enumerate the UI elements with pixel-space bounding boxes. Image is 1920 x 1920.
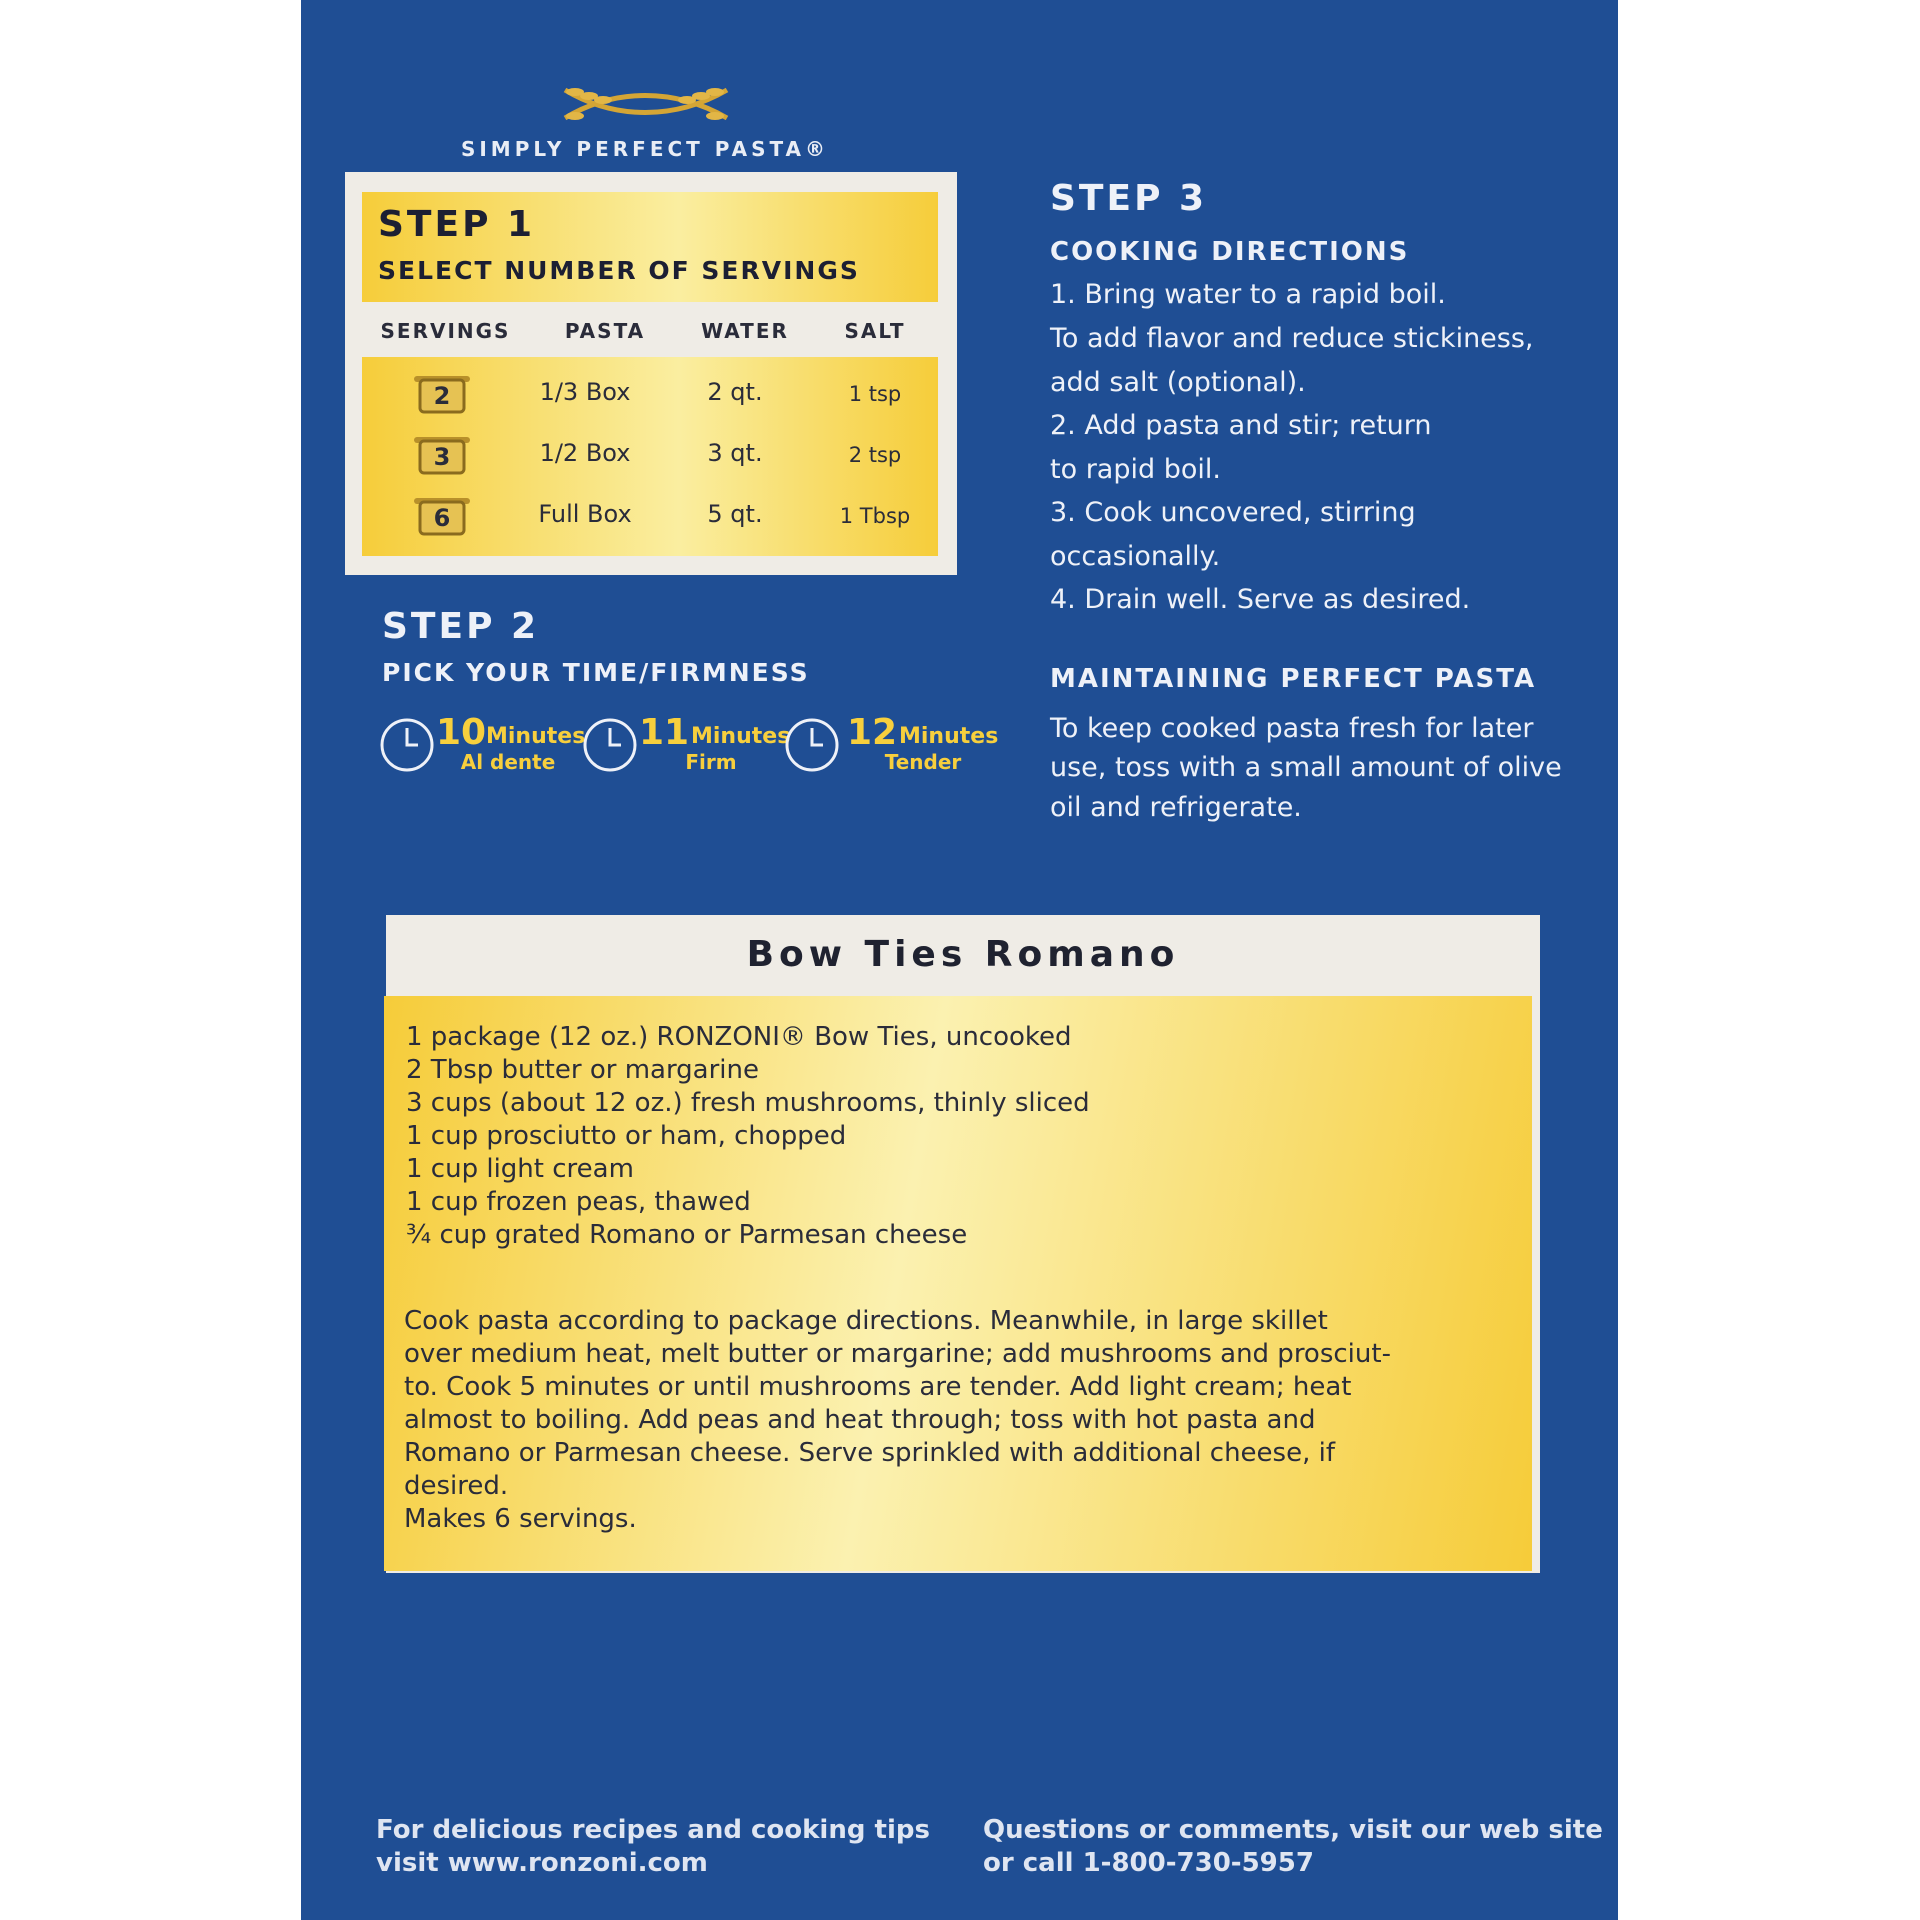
timer-unit: Minutes: [691, 724, 791, 749]
direction-line: 1. Bring water to a rapid boil.: [1050, 279, 1446, 310]
column-header-salt: SALT: [844, 319, 906, 343]
timer-minutes: 11: [639, 712, 690, 753]
maintain-line: use, toss with a small amount of olive: [1050, 752, 1562, 783]
instruction-line: Makes 6 servings.: [404, 1504, 637, 1534]
clock-icon: [378, 716, 436, 774]
pasta-amount: 1/3 Box: [539, 378, 631, 406]
step2-subtitle: PICK YOUR TIME/FIRMNESS: [382, 658, 810, 687]
direction-line: occasionally.: [1050, 541, 1221, 572]
footer-right-line: Questions or comments, visit our web site: [983, 1815, 1603, 1845]
cooking-directions-heading: COOKING DIRECTIONS: [1050, 237, 1410, 267]
timer-option: [581, 712, 791, 782]
timer-option: [783, 712, 999, 782]
timer-minutes: 10: [436, 712, 487, 753]
pasta-amount: 1/2 Box: [539, 439, 631, 467]
ingredient-item: 1 cup prosciutto or ham, chopped: [406, 1121, 847, 1151]
step2-title: STEP 2: [382, 606, 540, 647]
step3-title: STEP 3: [1050, 178, 1208, 219]
timer-firmness: Tender: [884, 750, 962, 774]
timer-unit: Minutes: [486, 724, 586, 749]
pasta-amount: Full Box: [538, 500, 632, 528]
ingredient-item: 3 cups (about 12 oz.) fresh mushrooms, thinly sliced: [406, 1088, 1090, 1118]
salt-amount: 1 Tbsp: [839, 504, 911, 528]
column-header-water: WATER: [701, 319, 789, 343]
instruction-line: desired.: [404, 1471, 509, 1501]
ingredient-item: 1 package (12 oz.) RONZONI® Bow Ties, uncooked: [406, 1022, 1072, 1052]
timer-firmness: Firm: [685, 750, 737, 774]
water-amount: 3 qt.: [707, 439, 763, 467]
timer-minutes: 12: [847, 712, 898, 753]
ingredient-item: ¾ cup grated Romano or Parmesan cheese: [406, 1220, 968, 1250]
column-header-pasta: PASTA: [564, 319, 646, 343]
direction-line: add salt (optional).: [1050, 367, 1306, 398]
wheat-icon: [555, 78, 735, 130]
clock-icon: [581, 716, 639, 774]
maintain-line: oil and refrigerate.: [1050, 792, 1302, 823]
instruction-line: Romano or Parmesan cheese. Serve sprinkled with additional cheese, if: [404, 1438, 1335, 1468]
recipe-title: Bow Ties Romano: [746, 934, 1180, 975]
direction-line: 2. Add pasta and stir; return: [1050, 410, 1432, 441]
footer-phone: or call 1-800-730-5957: [983, 1848, 1314, 1878]
servings-count: 2: [433, 382, 451, 410]
timer-firmness: Al dente: [460, 750, 556, 774]
maintaining-pasta-heading: MAINTAINING PERFECT PASTA: [1050, 664, 1537, 694]
direction-line: To add flavor and reduce stickiness,: [1050, 323, 1534, 354]
direction-line: 3. Cook uncovered, stirring: [1050, 497, 1416, 528]
table-row: [362, 425, 938, 485]
table-row: [362, 486, 938, 546]
step1-subtitle: SELECT NUMBER OF SERVINGS: [378, 256, 860, 285]
table-row: [362, 364, 938, 424]
instruction-line: almost to boiling. Add peas and heat through; toss with hot pasta and: [404, 1405, 1316, 1435]
instruction-line: to. Cook 5 minutes or until mushrooms are tender. Add light cream; heat: [404, 1372, 1352, 1402]
footer-website-link[interactable]: visit www.ronzoni.com: [376, 1848, 708, 1878]
maintain-line: To keep cooked pasta fresh for later: [1050, 713, 1534, 744]
water-amount: 2 qt.: [707, 378, 763, 406]
footer-left-line: For delicious recipes and cooking tips: [376, 1815, 930, 1845]
timer-option: [378, 712, 586, 782]
timer-unit: Minutes: [899, 724, 999, 749]
instruction-line: Cook pasta according to package directions. Meanwhile, in large skillet: [404, 1306, 1328, 1336]
direction-line: to rapid boil.: [1050, 454, 1221, 485]
column-header-servings: SERVINGS: [380, 319, 511, 343]
water-amount: 5 qt.: [707, 500, 763, 528]
salt-amount: 1 tsp: [848, 382, 902, 406]
clock-icon: [783, 716, 841, 774]
instruction-line: over medium heat, melt butter or margarine; add mushrooms and prosciut-: [404, 1339, 1391, 1369]
brand-tagline: SIMPLY PERFECT PASTA®: [460, 137, 830, 161]
direction-line: 4. Drain well. Serve as desired.: [1050, 584, 1471, 615]
ingredient-item: 2 Tbsp butter or margarine: [406, 1055, 760, 1085]
step1-title: STEP 1: [378, 204, 536, 245]
ingredient-item: 1 cup frozen peas, thawed: [406, 1187, 751, 1217]
ingredient-item: 1 cup light cream: [406, 1154, 634, 1184]
servings-count: 6: [433, 504, 451, 532]
servings-count: 3: [433, 443, 451, 471]
salt-amount: 2 tsp: [848, 443, 902, 467]
